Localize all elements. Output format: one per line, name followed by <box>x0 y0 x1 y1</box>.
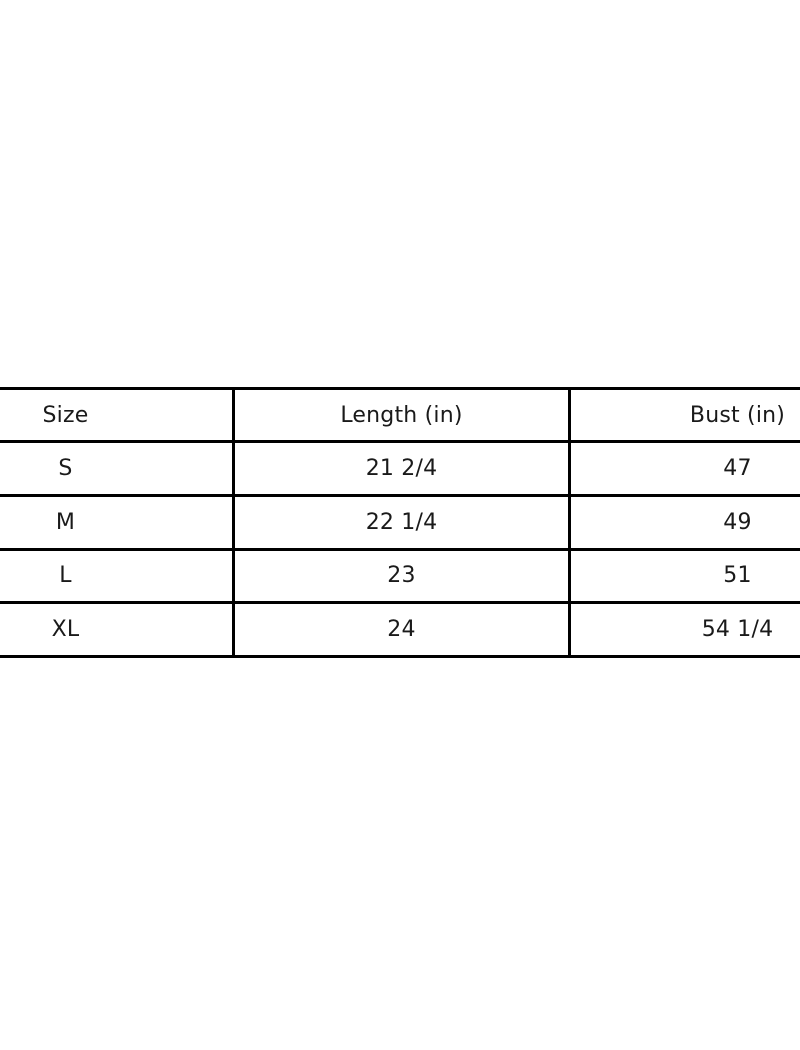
table-cell-bust: 47 <box>570 442 800 496</box>
table-cell-length: 22 1/4 <box>234 495 570 549</box>
table-row <box>0 442 800 496</box>
table-cell-size: S <box>0 442 234 496</box>
table-cell-length: 23 <box>234 549 570 603</box>
table-cell-bust: 54 1/4 <box>570 603 800 657</box>
table-cell-bust: 49 <box>570 495 800 549</box>
column-header-length: Length (in) <box>234 389 570 442</box>
table-row <box>0 495 800 549</box>
table-row <box>0 603 800 657</box>
table-cell-length: 24 <box>234 603 570 657</box>
table-cell-size: M <box>0 495 234 549</box>
column-header-size: Size <box>0 389 234 442</box>
column-header-bust: Bust (in) <box>570 389 800 442</box>
size-chart-container <box>0 387 800 658</box>
table-cell-size: L <box>0 549 234 603</box>
table-header-row <box>0 389 800 442</box>
size-chart-table <box>0 387 800 658</box>
table-cell-size: XL <box>0 603 234 657</box>
table-row <box>0 549 800 603</box>
table-cell-length: 21 2/4 <box>234 442 570 496</box>
table-cell-bust: 51 <box>570 549 800 603</box>
